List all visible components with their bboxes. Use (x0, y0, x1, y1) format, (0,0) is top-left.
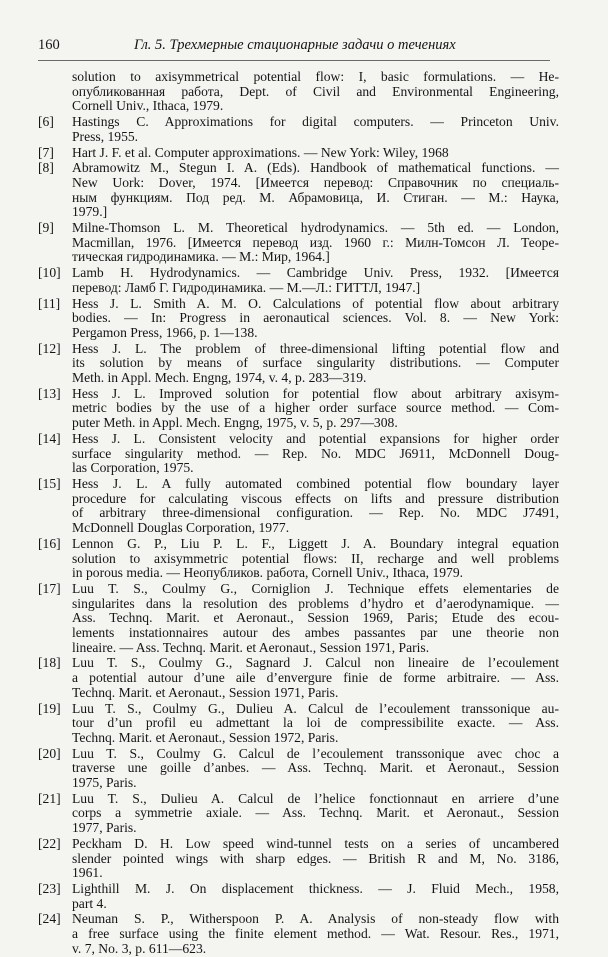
reference-item (38, 342, 559, 386)
reference-item (38, 582, 559, 656)
reference-number: [21] (38, 790, 61, 806)
reference-item (38, 537, 559, 581)
reference-item (38, 837, 559, 881)
reference-text-line: Luu T. S., Coulmy G., Corniglion J. Technique effets elementaries de (72, 580, 559, 596)
reference-item (38, 882, 559, 911)
reference-text-line: Lighthill M. J. On displacement thickness. — J. Fluid Mech., 1958, (72, 880, 559, 896)
reference-number: [15] (38, 475, 61, 491)
reference-text-line: bodies. — In: Progress in aeronautical sciences. Vol. 8. — New York: (72, 310, 559, 326)
reference-text-line: Hess J. L. Smith A. M. O. Calculations of potential flow about arbitrary (72, 295, 559, 311)
reference-number: [11] (38, 295, 61, 311)
reference-text-line: McDonnell Douglas Corporation, 1977. (72, 520, 290, 536)
reference-text-line: New Uork: Dover, 1974. [Имеется перевод: Справочник по специаль- (72, 174, 559, 190)
reference-text-line: procedure for calculating viscous effects on lifts and pressure distribution (72, 490, 559, 506)
reference-text-line: Pergamon Press, 1966, p. 1—138. (72, 324, 258, 340)
reference-text-line: Hess J. L. Improved solution for potential flow about arbitrary axisym- (72, 385, 559, 401)
reference-text-line: Technq. Marit. et Aeronaut., Session 1972, Paris. (72, 729, 339, 745)
reference-item (38, 221, 559, 265)
reference-text-line: surface singularity method. — Rep. No. MDC J6911, McDonnell Doug- (72, 445, 559, 461)
reference-text-line: Hastings C. Approximations for digital computers. — Princeton Univ. (72, 114, 559, 130)
reference-number: [13] (38, 385, 61, 401)
reference-text-line: puter Meth. in Appl. Mech. Engng, 1975, v. 5, p. 297—308. (72, 415, 398, 431)
reference-text-line: slender pointed wings with sharp edges. — British R and M, No. 3186, (72, 850, 559, 866)
reference-text-line: Ass. Technq. Marit. et Aeronaut., Session 1969, Paris; Etude des ecou- (72, 610, 559, 626)
reference-item (38, 432, 559, 476)
reference-text-line: тическая гидродинамика. — М.: Мир, 1964.] (72, 249, 330, 265)
reference-text-line: in porous media. — Неопубликов. работа, Cornell Univ., Ithaca, 1979. (72, 565, 464, 581)
page-number: 160 (38, 37, 60, 53)
reference-text-line: перевод: Ламб Г. Гидродинамика. — М.—Л.: ГИТТЛ, 1947.] (72, 279, 421, 295)
reference-text-line: Neuman S. P., Witherspoon P. A. Analysis of non-steady flow with (72, 911, 559, 927)
reference-text-line: Milne-Thomson L. M. Theoretical hydrodynamics. — 5th ed. — London, (72, 220, 559, 236)
reference-text-line: Technq. Marit. et Aeronaut., Session 1971, Paris. (72, 684, 339, 700)
reference-text-line: lements instationnaires autour des ambes passantes par une theorie non (72, 625, 559, 641)
reference-text-line: Luu T. S., Dulieu A. Calcul de l’helice fonctionnaut en arriere d’une (72, 790, 559, 806)
reference-text-line: Press, 1955. (72, 128, 139, 144)
reference-text-line: Hess J. L. A fully automated combined potential flow boundary layer (72, 475, 559, 491)
reference-text-line: its solution by means of surface singularity distributions. — Computer (72, 355, 559, 371)
reference-number: [16] (38, 535, 61, 551)
reference-text-line: Luu T. S., Coulmy G., Dulieu A. Calcul de l’ecoulement transsonique au- (72, 700, 559, 716)
reference-text-line: a potential autour d’une aile d’envergure finie de forme arbitraire. — Ass. (72, 670, 559, 686)
reference-text-line: Macmillan, 1976. [Имеется перевод изд. 1960 г.: Милн-Томсон Л. Теоре- (72, 234, 559, 250)
reference-number: [8] (38, 160, 54, 176)
reference-number: [17] (38, 580, 61, 596)
reference-text-line: Hart J. F. et al. Computer approximations. — New York: Wiley, 1968 (72, 144, 449, 160)
reference-number: [7] (38, 144, 54, 160)
reference-text-line: corps a symmetrie axiale. — Ass. Technq. Marit. et Aeronaut., Session (72, 805, 559, 821)
reference-text-line: solution to axisymmetric potential flows: II, recharge and well problems (72, 550, 559, 566)
reference-item (38, 70, 559, 114)
reference-text-line: Cornell Univ., Ithaca, 1979. (72, 98, 224, 114)
reference-text-line: traverse une goille d’anbes. — Ass. Technq. Marit. et Aeronaut., Session (72, 760, 559, 776)
reference-text-line: Meth. in Appl. Mech. Engng, 1974, v. 4, p. 283—319. (72, 370, 367, 386)
reference-text-line: Luu T. S., Coulmy G., Sagnard J. Calcul non lineaire de l’ecoulement (72, 655, 559, 671)
reference-number: [22] (38, 835, 61, 851)
reference-text-line: tour d’un profil eu admettant la loi de compressibilite exacte. — Ass. (72, 715, 559, 731)
header-rule (38, 60, 550, 61)
reference-number: [24] (38, 911, 61, 927)
reference-text-line: Hess J. L. The problem of three-dimensional lifting potential flow and (72, 340, 559, 356)
reference-text-line: a free surface using the finite element method. — Wat. Resour. Res., 1971, (72, 926, 559, 942)
reference-item (38, 115, 559, 144)
reference-number: [6] (38, 114, 54, 130)
reference-text-line: ным функциям. Под ред. М. Абрамовица, И. Стиган. — М.: Наука, (72, 189, 559, 205)
reference-item (38, 146, 559, 161)
reference-number: [20] (38, 745, 61, 761)
reference-number: [18] (38, 655, 61, 671)
reference-number: [12] (38, 340, 61, 356)
reference-text-line: Lennon G. P., Liu P. L. F., Liggett J. A. Boundary integral equation (72, 535, 559, 551)
reference-text-line: v. 7, No. 3, p. 611—623. (72, 940, 207, 956)
reference-text-line: part 4. (72, 895, 107, 911)
reference-item (38, 792, 559, 836)
reference-number: [23] (38, 880, 61, 896)
reference-text-line: 1979.] (72, 204, 108, 220)
running-title: Гл. 5. Трехмерные стационарные задачи о течениях (134, 37, 456, 53)
reference-text-line: metric bodies by the use of a higher order surface source method. — Com- (72, 400, 559, 416)
reference-text-line: Abramowitz M., Stegun I. A. (Eds). Handbook of mathematical functions. — (72, 160, 559, 176)
reference-item (38, 266, 559, 295)
reference-item (38, 702, 559, 746)
reference-number: [10] (38, 265, 61, 281)
reference-text-line: Hess J. L. Consistent velocity and potential expansions for higher order (72, 430, 559, 446)
reference-item (38, 161, 559, 220)
reference-number: [9] (38, 220, 54, 236)
reference-item (38, 387, 559, 431)
reference-text-line: Peckham D. H. Low speed wind-tunnel tests on a series of uncambered (72, 835, 559, 851)
reference-text-line: 1977, Paris. (72, 820, 137, 836)
reference-item (38, 656, 559, 700)
reference-text-line: опубликованная работа, Dept. of Civil and Environmental Engineering, (72, 83, 559, 99)
reference-item (38, 477, 559, 536)
reference-item (38, 747, 559, 791)
reference-text-line: 1961. (72, 865, 103, 881)
reference-text-line: singularites dans la resolution des problems d’hydro et d’aerodynamique. — (72, 595, 559, 611)
reference-list (38, 70, 559, 957)
reference-item (38, 297, 559, 341)
reference-text-line: Luu T. S., Coulmy G. Calcul de l’ecoulement transsonique avec choc a (72, 745, 559, 761)
reference-text-line: Lamb H. Hydrodynamics. — Cambridge Univ. Press, 1932. [Имеется (72, 265, 559, 281)
reference-text-line: las Corporation, 1975. (72, 460, 194, 476)
reference-text-line: solution to axisymmetrical potential flow: I, basic formulations. — Не- (72, 69, 559, 84)
reference-number: [19] (38, 700, 61, 716)
reference-number: [14] (38, 430, 61, 446)
reference-text-line: lineaire. — Ass. Technq. Marit. et Aeronaut., Session 1971, Paris. (72, 639, 430, 655)
reference-text-line: of arbitrary three-dimensional configuration. — Rep. No. MDC J7491, (72, 505, 559, 521)
page-header (38, 37, 542, 57)
reference-text-line: 1975, Paris. (72, 775, 137, 791)
